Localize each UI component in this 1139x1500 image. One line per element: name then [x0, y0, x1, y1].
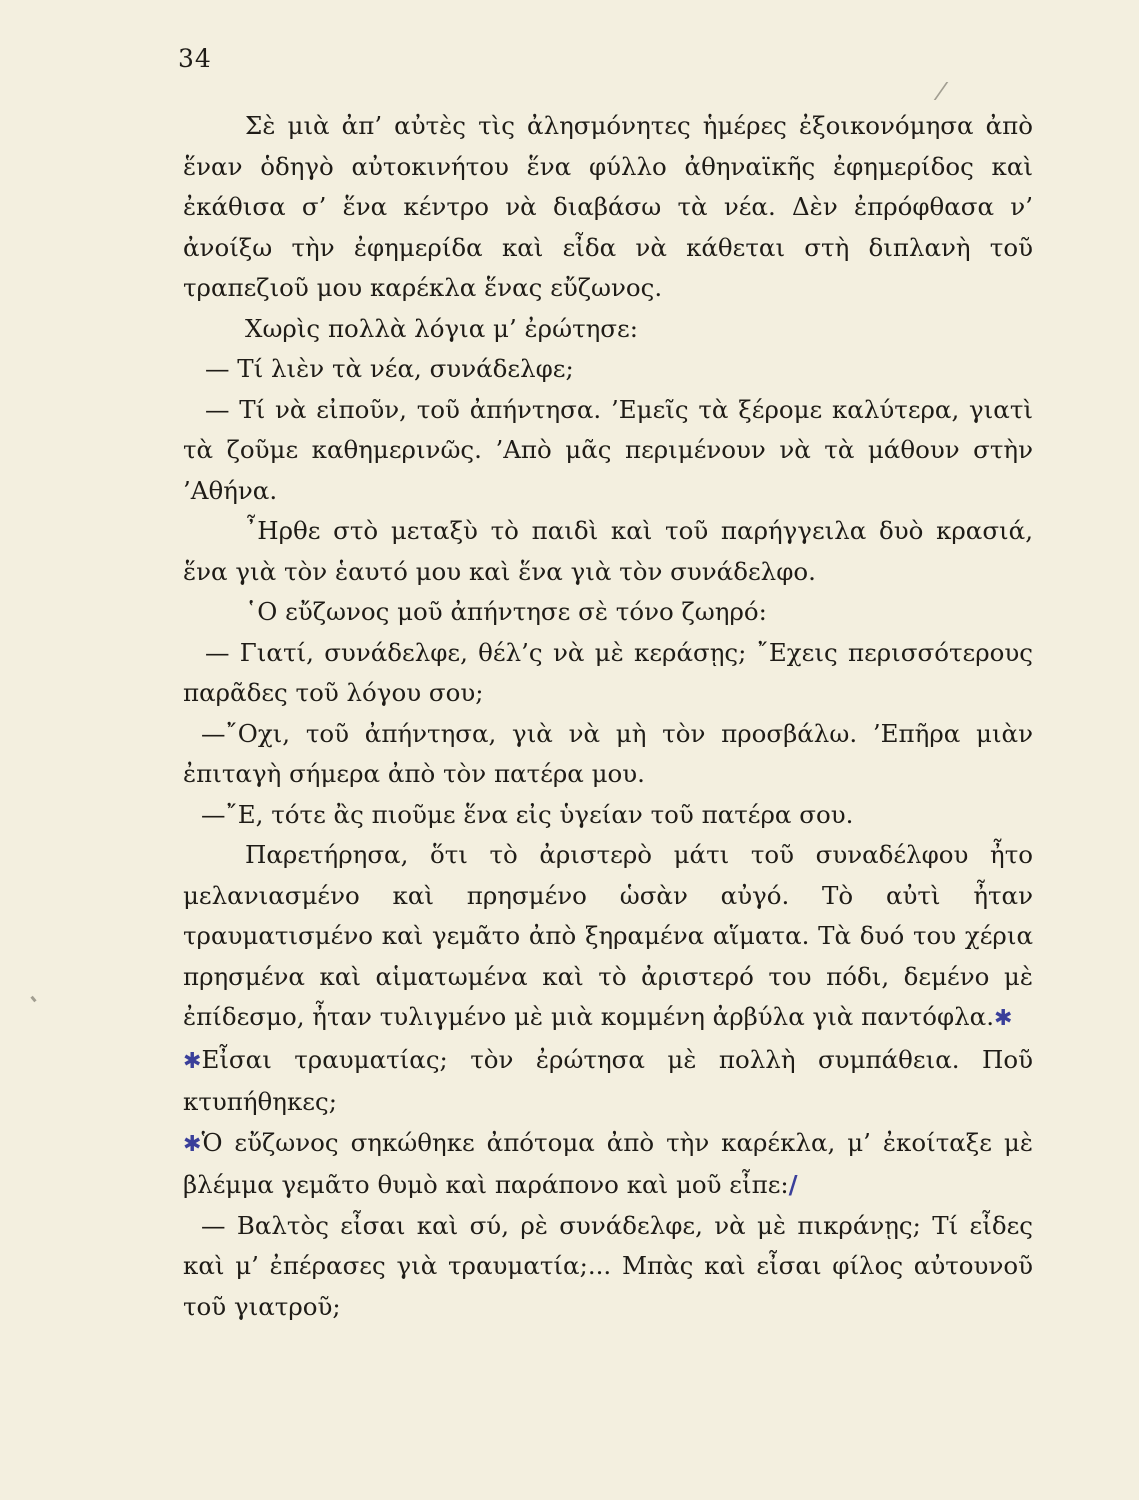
text-block	[183, 106, 1033, 1327]
dialogue-5: —῎Ε, τότε ἂς πιοῦμε ἕνα εἰς ὑγείαν τοῦ πατέρα σου.	[201, 799, 854, 829]
asterisk-mark-icon: ✱	[994, 1006, 1013, 1031]
paragraph-3: ῏Ηρθε στὸ μεταξὺ τὸ παιδὶ καὶ τοῦ παρήγγειλα δυὸ κρασιά, ἕνα γιὰ τὸν ἑαυτό μου καὶ ἕνα γιὰ τὸν συνάδελφο.	[183, 516, 1033, 586]
paragraph-6	[183, 1040, 1033, 1123]
paragraph-6-text: Εἶσαι τραυματίας; τὸν ἐρώτησα μὲ πολλὴ συμπάθεια. Ποῦ κτυπήθηκες;	[183, 1044, 1033, 1116]
margin-pencil-mark	[30, 996, 36, 1003]
dialogue-4: —῎Οχι, τοῦ ἀπήντησα, γιὰ νὰ μὴ τὸν προσβάλω. ’Επῆρα μιὰν ἐπιταγὴ σήμερα ἀπὸ τὸν πατέρα μου.	[183, 718, 1033, 788]
dialogue-1: — Τί λιὲν τὰ νέα, συνάδελφε;	[205, 354, 574, 383]
dialogue-6: — Βαλτὸς εἶσαι καὶ σύ, ρὲ συνάδελφε, νὰ μὲ πικράνῃς; Τί εἶδες καὶ μ’ ἐπέρασες γιὰ τραυματία;... Μπὰς καὶ εἶσαι φίλος αὐτουνοῦ τοῦ γιατροῦ;	[183, 1210, 1033, 1321]
slash-mark-icon: /	[788, 1170, 798, 1199]
paragraph-7-text: Ὁ εὔζωνος σηκώθηκε ἀπότομα ἀπὸ τὴν καρέκλα, μ’ ἐκοίταξε μὲ βλέμμα γεμᾶτο θυμὸ καὶ παράπονο καὶ μοῦ εἶπε:	[183, 1127, 1033, 1199]
paragraph-5-text: Παρετήρησα, ὅτι τὸ ἀριστερὸ μάτι τοῦ συναδέλφου ἦτο μελανιασμένο καὶ πρησμένο ὡσὰν αὐγό. Τὸ αὐτὶ ἦταν τραυματισμένο καὶ γεμᾶτο ἀπὸ ξηραμένα αἵματα. Τὰ δυό του χέρια πρησμένα καὶ αἱματωμένα καὶ τὸ ἀριστερό του πόδι, δεμένο μὲ ἐπίδεσμο, ἦταν τυλιγμένο μὲ μιὰ κομμένη ἀρβύλα γιὰ παντόφλα.	[183, 840, 1033, 1031]
dialogue-3: — Γιατί, συνάδελφε, θέλ’ς νὰ μὲ κεράσῃς; ῎Εχεις περισσότερους παρᾶδες τοῦ λόγου σου;	[183, 637, 1033, 707]
dialogue-2: — Τί νὰ εἰποῦν, τοῦ ἀπήντησα. ’Εμεῖς τὰ ξέρομε καλύτερα, γιατὶ τὰ ζοῦμε καθημερινῶς. ’Απὸ μᾶς περιμένουν νὰ τὰ μάθουν στὴν ’Αθήνα.	[183, 394, 1033, 505]
paragraph-7	[183, 1123, 1033, 1206]
page-number: 34	[178, 44, 212, 73]
paragraph-4: ῾Ο εὔζωνος μοῦ ἀπήντησε σὲ τόνο ζωηρό:	[245, 597, 767, 626]
paragraph-5	[183, 835, 1033, 1040]
pencil-tick-mark	[934, 82, 971, 100]
paragraph-2: Χωρὶς πολλὰ λόγια μ’ ἐρώτησε:	[245, 313, 638, 343]
paragraph-1: Σὲ μιὰ ἀπ’ αὐτὲς τὶς ἀλησμόνητες ἡμέρες ἐξοικονόμησα ἀπὸ ἕναν ὁδηγὸ αὐτοκινήτου ἕνα φύλλο ἀθηναϊκῆς ἐφημερίδος καὶ ἐκάθισα σ’ ἕνα κέντρο νὰ διαβάσω τὰ νέα. Δὲν ἐπρόφθασα ν’ ἀνοίξω τὴν ἐφημερίδα καὶ εἶδα νὰ κάθεται στὴ διπλανὴ τοῦ τραπεζιοῦ μου καρέκλα ἕνας εὔζωνος.	[183, 111, 1033, 302]
asterisk-mark-icon: ✱	[183, 1131, 202, 1157]
asterisk-mark-icon: ✱	[183, 1048, 202, 1074]
